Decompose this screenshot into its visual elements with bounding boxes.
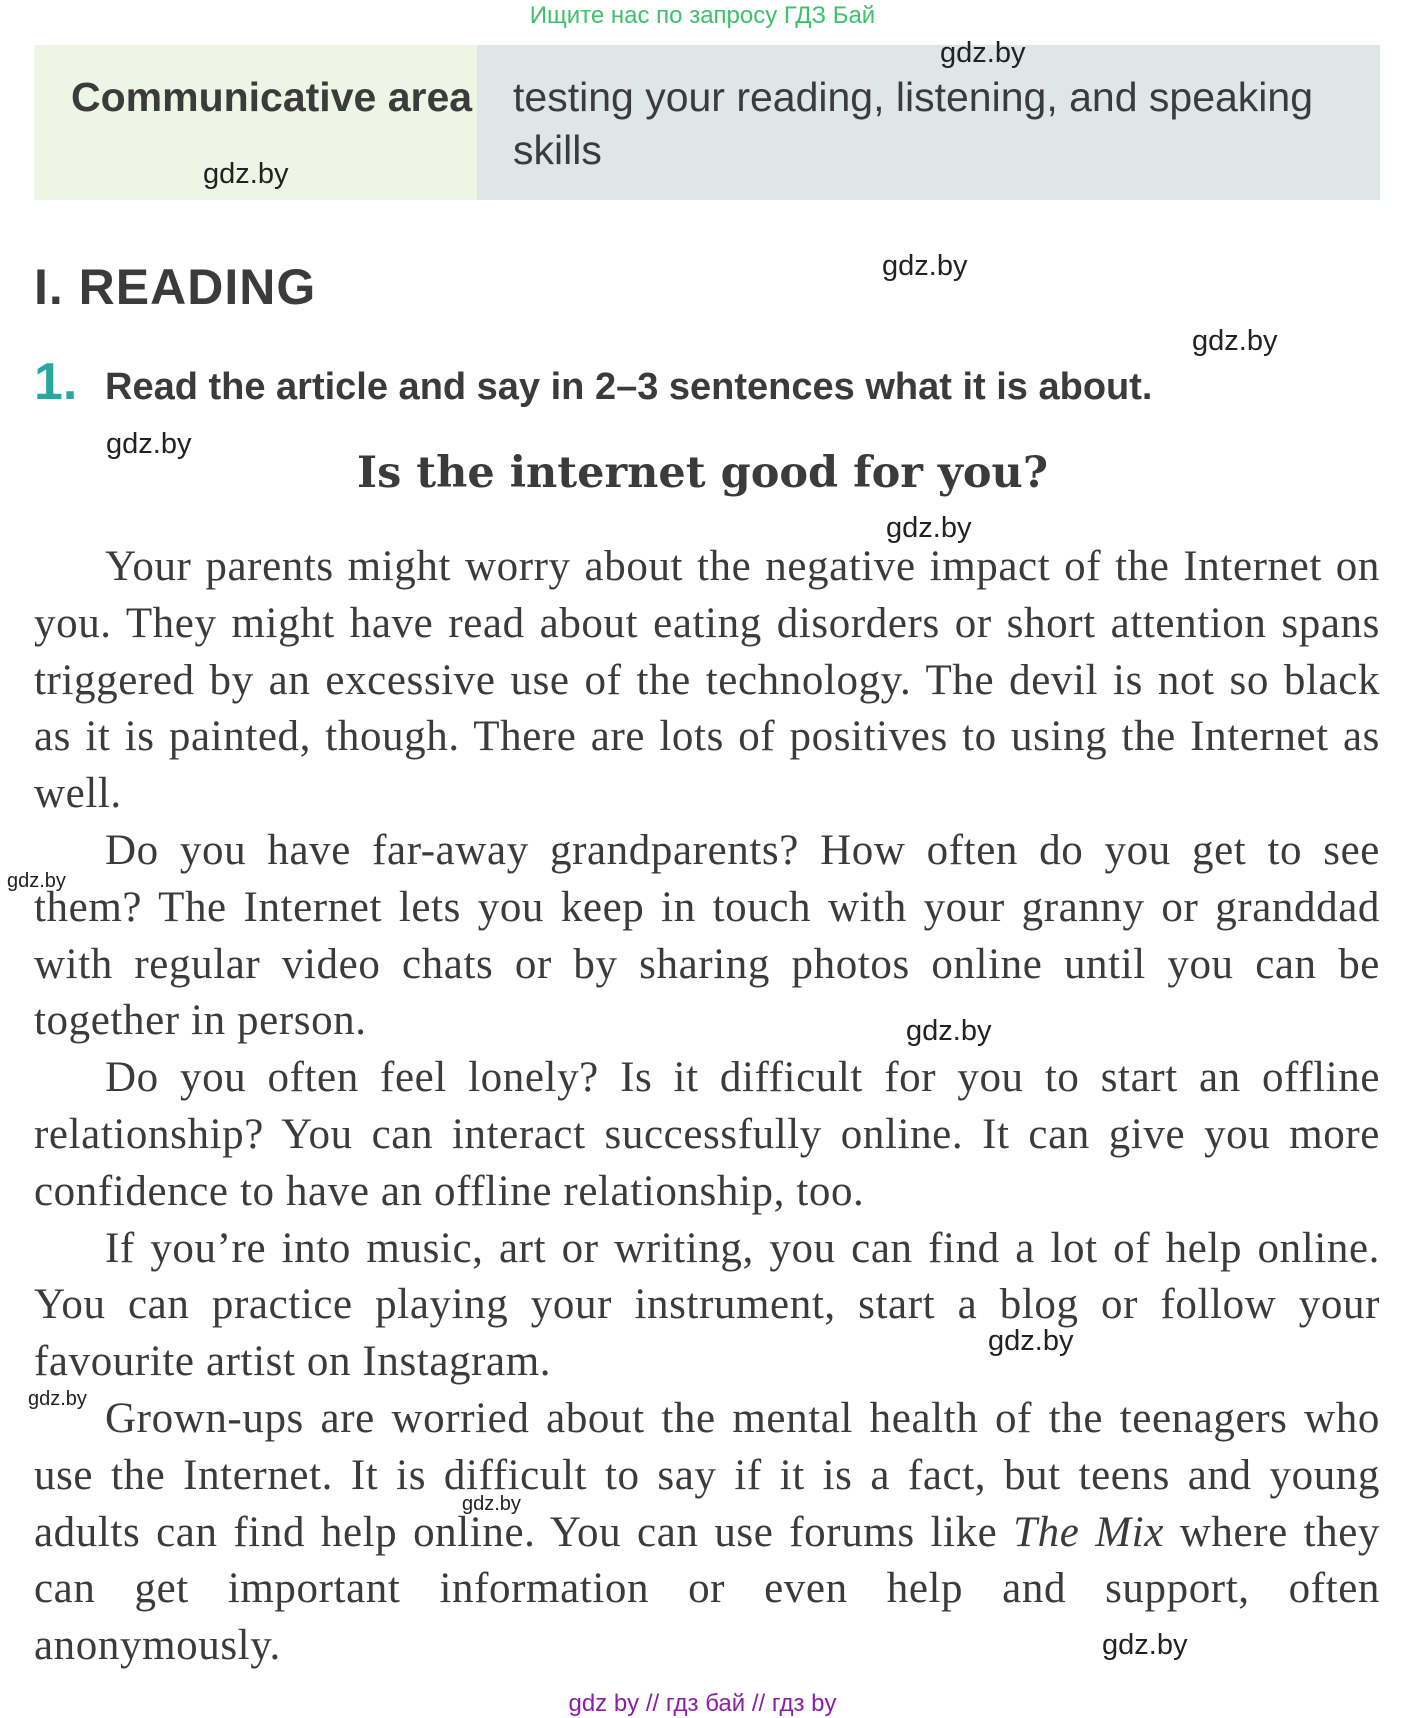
- watermark: gdz.by: [7, 870, 66, 892]
- watermark: gdz.by: [882, 250, 968, 282]
- communicative-area-description: testing your reading, listening, and speaking skills: [477, 45, 1380, 200]
- watermark: gdz.by: [906, 1015, 992, 1047]
- watermark: gdz.by: [203, 158, 289, 190]
- article-paragraph: Your parents might worry about the negative impact of the Internet on you. They might have read about eating disorders or short attention spans triggered by an excessive use of the technology. The devil is not so black as it is painted, though. There are lots of positives to using the Internet as well.: [34, 543, 1380, 818]
- bottom-banner: gdz by // гдз бай // гдз by: [568, 1690, 837, 1717]
- top-banner: Ищите нас по запросу ГДЗ Бай: [529, 2, 876, 29]
- task-number: 1.: [34, 353, 78, 411]
- article-paragraph: Do you often feel lonely? Is it difficult for you to start an offline relationship? You can interact successfully online. It can give you more confidence to have an offline relationship, too.: [34, 1054, 1380, 1215]
- task-instruction: Read the article and say in 2–3 sentences what it is about.: [105, 366, 1153, 408]
- watermark: gdz.by: [106, 428, 192, 460]
- article-paragraph: If you’re into music, art or writing, you can find a lot of help online. You can practice playing your instrument, start a blog or follow your favourite artist on Instagram.: [34, 1224, 1380, 1386]
- last-paragraph-start: Grown-ups are worried about the mental health of the teenagers who use the Internet. It is difficult to say if it is a fact, but teens and young adults can find help online. You can use forums like: [34, 1394, 1380, 1556]
- watermark: gdz.by: [462, 1493, 521, 1515]
- article-body: [34, 539, 1380, 1675]
- communicative-area-label: Communicative area: [34, 45, 477, 200]
- watermark: gdz.by: [1192, 325, 1278, 357]
- watermark: gdz.by: [886, 512, 972, 544]
- last-paragraph-end: where they can get important information or even help and support, often anonymously.: [34, 1508, 1380, 1670]
- watermark: gdz.by: [28, 1388, 87, 1410]
- article-title: Is the internet good for you?: [356, 448, 1049, 498]
- watermark: gdz.by: [940, 37, 1026, 69]
- task-instruction-row: [34, 352, 1152, 412]
- watermark: gdz.by: [988, 1325, 1074, 1357]
- forum-name: The Mix: [1013, 1508, 1164, 1556]
- section-heading: I. READING: [34, 259, 317, 315]
- watermark: gdz.by: [1102, 1629, 1188, 1661]
- article-paragraph: Do you have far-away grandparents? How often do you get to see them? The Internet lets you keep in touch with your granny or granddad with regular video chats or by sharing photos online until you can be together in person.: [34, 826, 1380, 1045]
